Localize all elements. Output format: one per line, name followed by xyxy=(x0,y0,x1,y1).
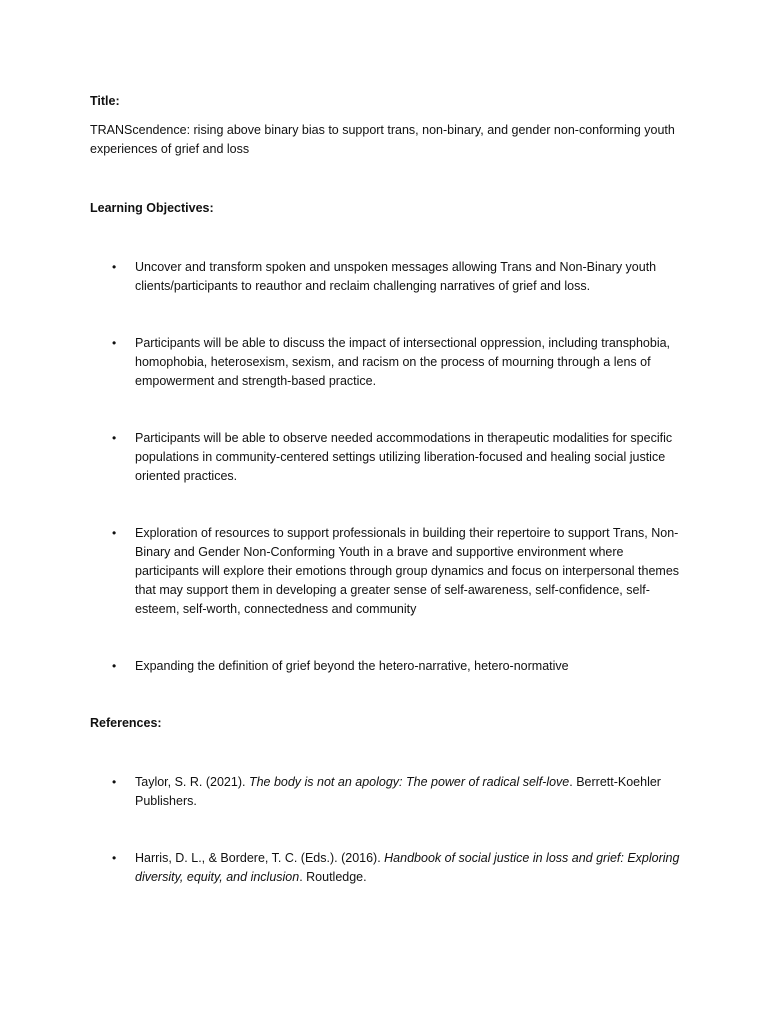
references-list xyxy=(90,773,680,887)
document-page xyxy=(90,92,680,887)
objective-text: Exploration of resources to support professionals in building their repertoire to support Trans, Non-Binary and Gender Non-Conforming Youth in a brave and supportive environment where participants will explore their emotions through group dynamics and focus on interpersonal themes that may support them in developing a greater sense of self-awareness, self-confidence, self-esteem, self-worth, connectedness and community xyxy=(135,526,680,616)
reference-title: The body is not an apology: The power of radical self-love xyxy=(248,775,570,789)
title-heading: Title: xyxy=(90,94,120,108)
bullet-icon: • xyxy=(112,526,117,540)
objective-item xyxy=(90,429,680,486)
objective-text: Participants will be able to discuss the impact of intersectional oppression, including transphobia, homophobia, heterosexism, sexism, and racism on the process of mourning through a lens of empowerment and strength-based practice. xyxy=(135,336,671,388)
objective-item xyxy=(90,524,680,619)
objective-text: Expanding the definition of grief beyond the hetero-narrative, hetero-normative xyxy=(135,659,569,673)
reference-publisher: . Routledge. xyxy=(299,870,367,884)
bullet-icon: • xyxy=(112,659,117,673)
objective-item xyxy=(90,258,680,296)
objective-item xyxy=(90,334,680,391)
objectives-list xyxy=(90,258,680,676)
reference-authors: Harris, D. L., & Bordere, T. C. (Eds.). (2016). xyxy=(135,851,385,865)
bullet-icon: • xyxy=(112,851,117,865)
reference-item xyxy=(90,849,680,887)
objective-text: Participants will be able to observe needed accommodations in therapeutic modalities for specific populations in community-centered settings utilizing liberation-focused and healing social justice oriented practices. xyxy=(135,431,673,483)
references-heading: References: xyxy=(90,716,162,730)
bullet-icon: • xyxy=(112,431,117,445)
bullet-icon: • xyxy=(112,775,117,789)
objectives-heading: Learning Objectives: xyxy=(90,201,214,215)
reference-authors: Taylor, S. R. (2021). xyxy=(135,775,249,789)
bullet-icon: • xyxy=(112,336,117,350)
bullet-icon: • xyxy=(112,260,117,274)
title-text: TRANScendence: rising above binary bias to support trans, non-binary, and gender non-conforming youth experiences of grief and loss xyxy=(90,123,675,156)
reference-publisher: . Berrett-Koehler Publishers. xyxy=(135,775,661,808)
reference-title: Handbook of social justice in loss and grief: Exploring diversity, equity, and inclusion xyxy=(135,851,680,884)
reference-item xyxy=(90,773,680,811)
objective-text: Uncover and transform spoken and unspoken messages allowing Trans and Non-Binary youth clients/participants to reauthor and reclaim challenging narratives of grief and loss. xyxy=(135,260,657,293)
objective-item xyxy=(90,657,680,676)
